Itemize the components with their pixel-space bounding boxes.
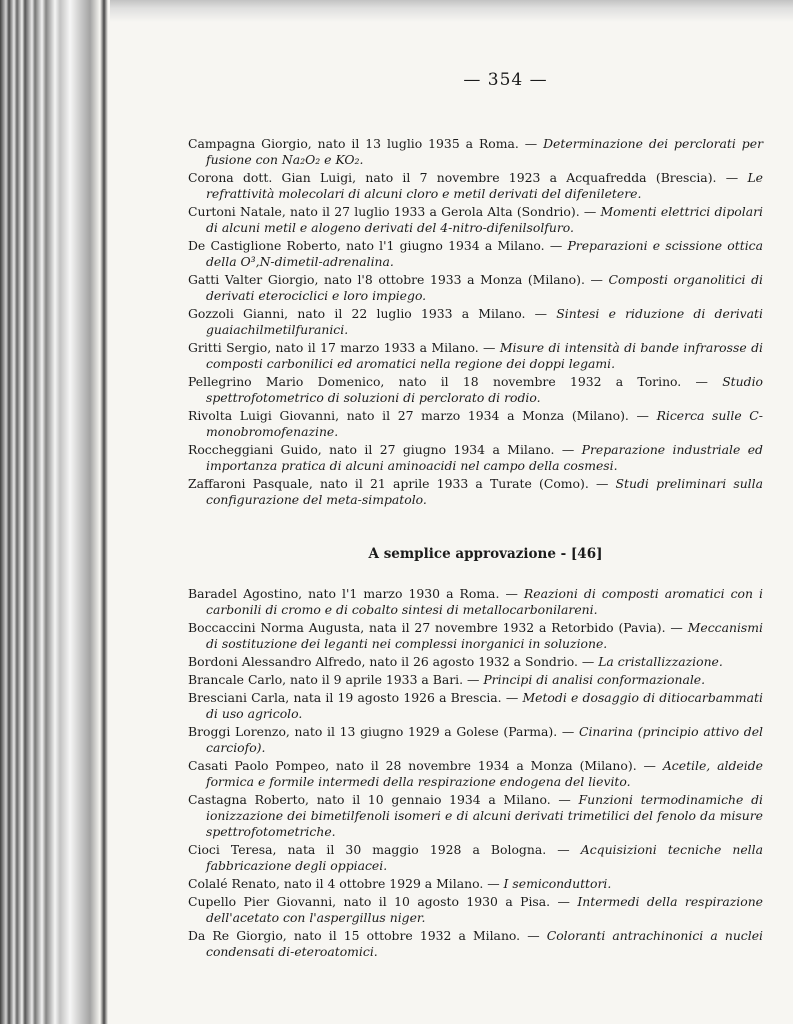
- entry-text: Boccaccini Norma Augusta, nata il 27 novembre 1932 a Retorbido (Pavia). —: [188, 620, 688, 635]
- list-item: [188, 238, 763, 270]
- list-item: [188, 272, 763, 304]
- entries-top-list: [188, 136, 763, 508]
- entry-title: Composti organolitici di derivati eterociclici e loro impiego.: [206, 272, 763, 303]
- entry-text: Roccheggiani Guido, nato il 27 giugno 1934 a Milano. —: [188, 442, 582, 457]
- list-item: [188, 792, 763, 840]
- list-item: [188, 690, 763, 722]
- list-item: [188, 204, 763, 236]
- entry-text: Campagna Giorgio, nato il 13 luglio 1935 a Roma. —: [188, 136, 544, 151]
- list-item: [188, 340, 763, 372]
- list-item: [188, 928, 763, 960]
- entry-text: Bordoni Alessandro Alfredo, nato il 26 agosto 1932 a Sondrio. —: [188, 654, 599, 669]
- entry-text: Baradel Agostino, nato l'1 marzo 1930 a Roma. —: [188, 586, 524, 601]
- list-item: [188, 724, 763, 756]
- list-item: [188, 136, 763, 168]
- scan-binding-shadow: [0, 0, 112, 1024]
- entries-bottom-list: [188, 586, 763, 960]
- list-item: [188, 374, 763, 406]
- list-item: [188, 654, 763, 670]
- entry-title: Studio spettrofotometrico di soluzioni di perclorato di rodio.: [206, 374, 763, 405]
- entry-text: Brancale Carlo, nato il 9 aprile 1933 a Bari. —: [188, 672, 484, 687]
- entry-title: Principi di analisi conformazionale.: [483, 672, 706, 687]
- entry-text: Pellegrino Mario Domenico, nato il 18 novembre 1932 a Torino. —: [188, 374, 723, 389]
- entry-title: Le refrattività molecolari di alcuni cloro e metil derivati del difeniletere.: [206, 170, 763, 201]
- list-item: [188, 476, 763, 508]
- entry-text: Gatti Valter Giorgio, nato l'8 ottobre 1933 a Monza (Milano). —: [188, 272, 609, 287]
- list-item: [188, 586, 763, 618]
- entry-text: Zaffaroni Pasquale, nato il 21 aprile 1933 a Turate (Como). —: [188, 476, 616, 491]
- entry-title: Determinazione dei perclorati per fusione con Na₂O₂ e KO₂.: [206, 136, 763, 167]
- list-item: [188, 894, 763, 926]
- entry-text: Curtoni Natale, nato il 27 luglio 1933 a Gerola Alta (Sondrio). —: [188, 204, 601, 219]
- entry-text: Da Re Giorgio, nato il 15 ottobre 1932 a Milano. —: [188, 928, 547, 943]
- entry-text: Gozzoli Gianni, nato il 22 luglio 1933 a Milano. —: [188, 306, 557, 321]
- list-item: [188, 672, 763, 688]
- entry-title: La cristallizzazione.: [598, 654, 723, 669]
- list-item: [188, 620, 763, 652]
- entry-text: Cupello Pier Giovanni, nato il 10 agosto 1930 a Pisa. —: [188, 894, 578, 909]
- list-item: [188, 876, 763, 892]
- entry-title: Studi preliminari sulla configurazione del meta-simpatolo.: [206, 476, 763, 507]
- entry-text: Rivolta Luigi Giovanni, nato il 27 marzo 1934 a Monza (Milano). —: [188, 408, 657, 423]
- list-item: [188, 306, 763, 338]
- entry-text: Bresciani Carla, nata il 19 agosto 1926 a Brescia. —: [188, 690, 523, 705]
- entry-title: Preparazioni e scissione ottica della O³,N-dimetil-adrenalina.: [206, 238, 763, 269]
- entry-text: Casati Paolo Pompeo, nato il 28 novembre 1934 a Monza (Milano). —: [188, 758, 663, 773]
- entry-title: Acquisizioni tecniche nella fabbricazione degli oppiacei.: [206, 842, 763, 873]
- entry-title: Meccanismi di sostituzione dei leganti nei complessi inorganici in soluzione.: [206, 620, 763, 651]
- entry-text: Gritti Sergio, nato il 17 marzo 1933 a Milano. —: [188, 340, 500, 355]
- page-number: — 354 —: [463, 70, 548, 90]
- entry-text: Corona dott. Gian Luigi, nato il 7 novembre 1923 a Acquafredda (Brescia). —: [188, 170, 748, 185]
- entry-title: Funzioni termodinamiche di ionizzazione dei bimetilfenoli isomeri e di alcuni derivati trimetilici del fenolo da misure spettrofotometriche.: [206, 792, 763, 839]
- entry-title: I semiconduttori.: [503, 876, 612, 891]
- document-page: [188, 70, 763, 962]
- entry-text: Cioci Teresa, nata il 30 maggio 1928 a Bologna. —: [188, 842, 581, 857]
- list-item: [188, 842, 763, 874]
- entry-text: Colalé Renato, nato il 4 ottobre 1929 a Milano. —: [188, 876, 504, 891]
- list-item: [188, 408, 763, 440]
- entry-text: De Castiglione Roberto, nato l'1 giugno 1934 a Milano. —: [188, 238, 568, 253]
- entry-title: Misure di intensità di bande infrarosse di composti carbonilici ed aromatici nella regione dei doppi legami.: [206, 340, 763, 371]
- entry-title: Ricerca sulle C-monobromofenazine.: [206, 408, 763, 439]
- entry-title: Preparazione industriale ed importanza pratica di alcuni aminoacidi nel campo della cosmesi.: [206, 442, 763, 473]
- section-heading: A semplice approvazione - [46]: [368, 546, 603, 562]
- scan-top-edge: [110, 0, 793, 22]
- entry-title: Coloranti antrachinonici a nuclei condensati di-eteroatomici.: [206, 928, 763, 959]
- entry-text: Castagna Roberto, nato il 10 gennaio 1934 a Milano. —: [188, 792, 579, 807]
- entry-title: Metodi e dosaggio di ditiocarbammati di uso agricolo.: [206, 690, 763, 721]
- entry-title: Cinarina (principio attivo del carciofo).: [206, 724, 763, 755]
- entry-title: Acetile, aldeide formica e formile intermedi della respirazione endogena del lievito.: [206, 758, 763, 789]
- entry-title: Reazioni di composti aromatici con i carbonili di cromo e di cobalto sintesi di metallocarbonilareni.: [206, 586, 763, 617]
- list-item: [188, 170, 763, 202]
- list-item: [188, 442, 763, 474]
- entry-title: Sintesi e riduzione di derivati guaiachilmetilfuranici.: [206, 306, 763, 337]
- entry-title: Intermedi della respirazione dell'acetato con l'aspergillus niger.: [206, 894, 764, 925]
- entry-text: Broggi Lorenzo, nato il 13 giugno 1929 a Golese (Parma). —: [188, 724, 579, 739]
- list-item: [188, 758, 763, 790]
- entry-title: Momenti elettrici dipolari di alcuni metil e alogeno derivati del 4-nitro-difenilsolfuro.: [206, 204, 763, 235]
